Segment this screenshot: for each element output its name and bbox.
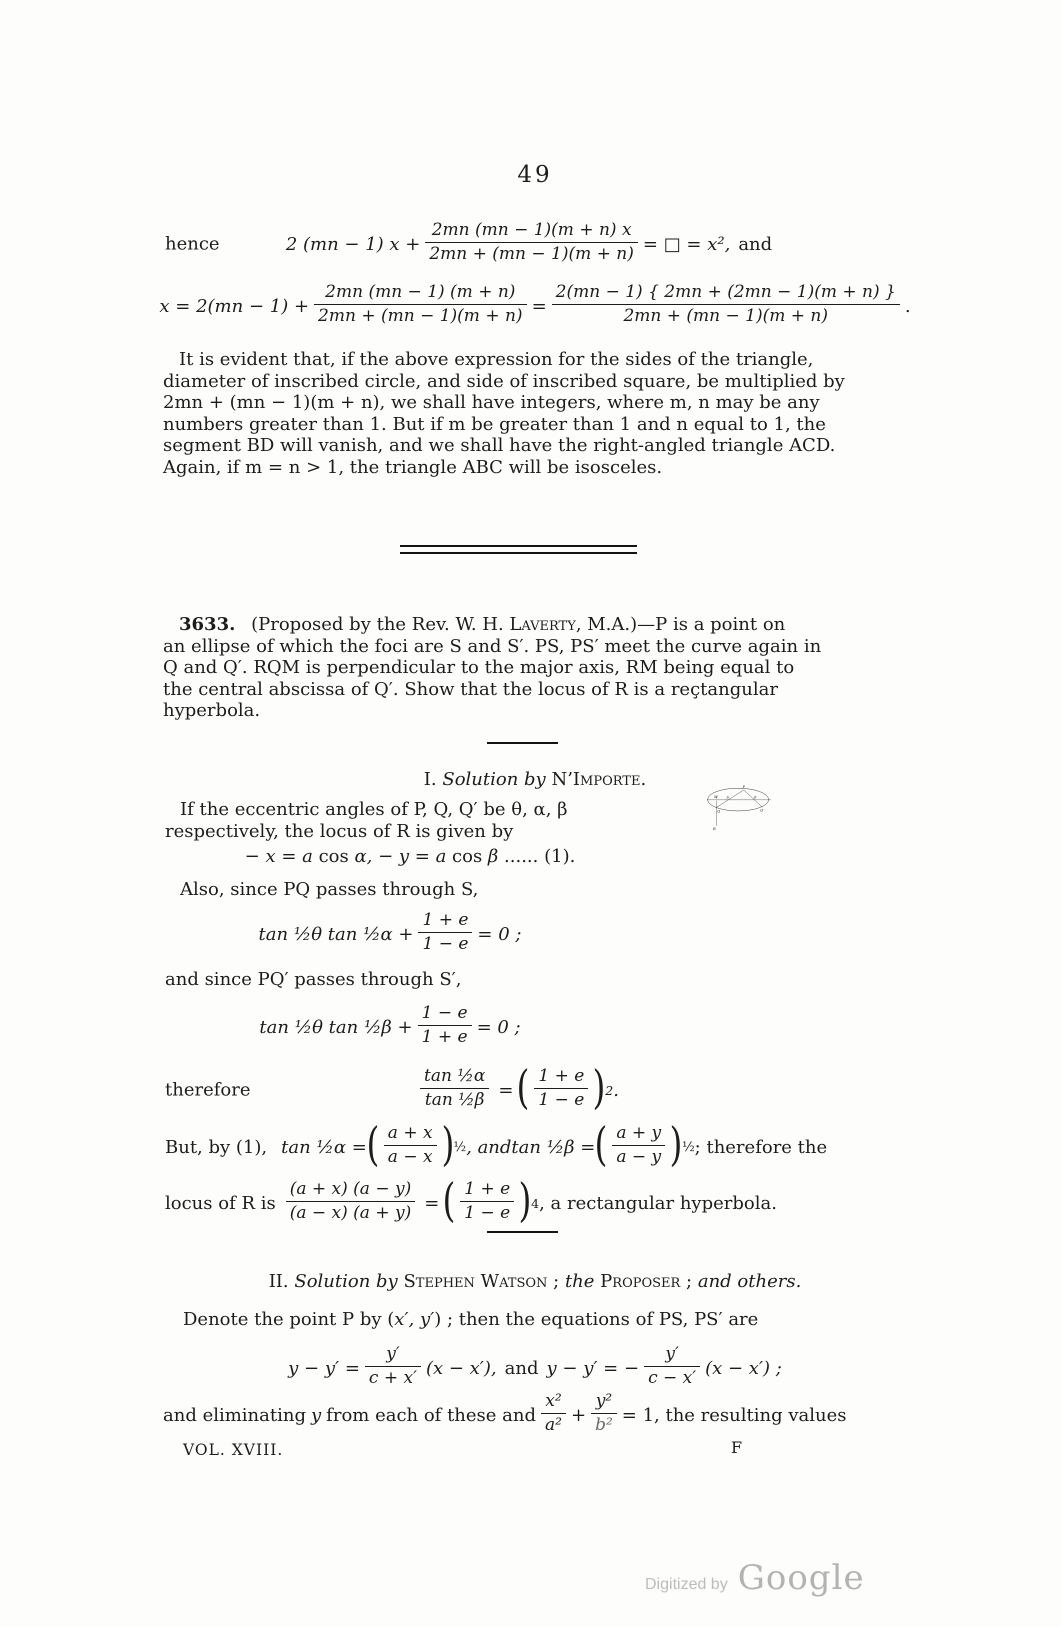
solution-2-the: the [564,1271,595,1292]
problem-proposed-by: (Proposed by the Rev. W. H. [251,614,510,635]
elim-pre1: and eliminating [163,1404,306,1426]
locus-numerator: (a + x) (a − y) [289,1179,412,1200]
e-ratio-fraction [534,1066,588,1109]
elim-fraction-x [541,1391,566,1434]
eqA-post: = 0 ; [477,923,522,945]
ps-f2-denominator: c − x′ [644,1366,700,1388]
but-fraction-2 [612,1123,665,1166]
eqA-denominator: 1 − e [418,932,472,954]
eqx-f2-numerator: 2(mn − 1) { 2mn + (2mn − 1)(m + n) } [555,282,896,303]
but-f2-denominator: a − y [612,1145,665,1167]
divider-rule [487,742,558,744]
eqx-f1-numerator: 2mn (mn − 1) (m + n) [325,282,516,303]
sol1-equation-therefore [140,1058,930,1122]
watermark-prefix: Digitized by [645,1576,728,1593]
denote-a: Denote the point P by ( [183,1309,395,1330]
sol1-line-locus: locus of R is $\frac{(a + x) (a - y)}{(a - x) (a + y)}$ = ( $\frac{1 + e}{1 - e}$ ) 4 , a rectangular hyperbola. [165,1173,777,1227]
sol1-line-but: But, by (1), tan ½α = ( $\frac{a + x}{a - x}$ ) ½ , and tan ½β = ( $\frac{a + y}{a - y}$ ) ½ ; therefore the [165,1117,828,1171]
therefore-math: $\frac{\text{tan ½α}}{\text{tan ½β}}$ = ( $\frac{1 + e}{1 - e}$ ) 2 . [415,1068,619,1111]
figure-label-Q-prime: Q′ [760,808,764,813]
problem-number: 3633. [179,614,236,635]
exponent-4: 4 [531,1195,540,1211]
section-divider-double-rule [400,545,637,554]
sol1-line-if: If the eccentric angles of P, Q, Q′ be θ, α, β [180,799,568,820]
eqA-pre: tan ½θ tan ½α + [258,923,414,945]
elim-y-denominator: b² [591,1413,617,1435]
but-f1-numerator: a + x [387,1123,433,1144]
hence-label: hence [165,233,220,255]
locus-label: locus of R is [165,1192,276,1214]
eqB-post: = 0 ; [476,1016,521,1038]
locus-denominator: (a − x) (a + y) [286,1201,416,1223]
elim-y-numerator: y² [595,1391,613,1412]
denote-b: ) ; then the equations of PS, PS′ are [434,1309,759,1330]
equation-hence [140,214,930,274]
paragraph-line: diameter of inscribed circle, and side of inscribed square, be multiplied by [163,370,845,392]
cos-operator: cos [452,846,483,867]
plus-sign: + [570,1404,587,1426]
figure-label-R: R [713,827,716,832]
solution-2-by: Solution by [294,1271,398,1292]
eqA-fraction [418,910,472,953]
paragraph-line: segment BD will vanish, and we shall have the right-angled triangle ACD. [163,435,836,457]
locus-post: , a rectangular hyperbola. [539,1192,777,1214]
problem-line: Q and Q′. RQM is perpendicular to the major axis, RM being equal to [163,657,795,679]
eqx-f2-denominator: 2mn + (mn − 1)(m + n) [552,304,900,326]
but-tan-alpha: tan ½α = [281,1136,367,1158]
elim-x-numerator: x² [545,1391,562,1412]
ps-fraction-1 [365,1344,421,1387]
eqA-numerator: 1 + e [422,910,469,931]
but-f2-numerator: a + y [616,1123,662,1144]
eq1-ref: ...... (1). [498,846,576,867]
solution-1-author: N’Importe. [551,769,647,790]
solution-2-numeral: II. [268,1271,289,1292]
eqx-fraction-1 [314,282,527,325]
proposer-name: Laverty [509,614,576,635]
paragraph-evident [163,349,911,479]
elim-x-denominator: a² [541,1413,566,1435]
period: . [613,1079,619,1101]
locus-fraction [286,1179,416,1222]
solution-1-numeral: I. [423,769,437,790]
solution-2-heading [140,1271,930,1292]
exponent-half: ½ [453,1139,467,1155]
solution-2-author-1: Stephen Watson ; [403,1271,560,1292]
paragraph-line: It is evident that, if the above expression for the sides of the triangle, [179,349,814,370]
equals-sign: = [498,1079,514,1101]
sol1-equation-tan-beta [140,999,640,1055]
sol1-equation-tan-alpha [140,906,640,962]
ps-eq-post: (x − x′) ; [705,1357,782,1379]
eqx-pre: x = 2(mn − 1) + [159,295,310,317]
denote-xy: x′, y′ [394,1309,435,1330]
hence-fraction-numerator: 2mn (mn − 1)(m + n) x [431,220,632,241]
figure-label-Q: Q [717,809,721,814]
hence-fraction [425,220,638,263]
google-logo: Google [737,1558,865,1598]
sol2-line-eliminating [163,1388,953,1442]
exponent-2: 2 [605,1082,614,1098]
ps-eq-mid1: (x − x′), [425,1357,497,1379]
hence-math [286,222,772,265]
sol1-line-also: Also, since PQ passes through S, [180,879,479,900]
ps-fraction-2 [644,1344,700,1387]
chord-PQprime [744,790,762,807]
sol2-line-denote [183,1309,758,1330]
elim-post: = 1, the resulting values [621,1404,847,1426]
eqB-denominator: 1 + e [418,1025,472,1047]
solution-2-author-2: Proposer ; [600,1271,693,1292]
therefore-label: therefore [165,1079,251,1101]
equation-x [140,276,930,336]
ellipse-figure [580,775,895,1015]
problem-l1-rest: , M.A.)—P is a point on [575,614,786,635]
ps-f1-denominator: c + x′ [365,1366,421,1388]
locus-e-denominator: 1 − e [460,1201,514,1223]
ratio-numerator: tan ½α [424,1066,486,1087]
ps-eq-mid2: y − y′ = − [546,1357,640,1379]
eqx-f1-denominator: 2mn + (mn − 1)(m + n) [314,304,527,326]
paragraph-line: 2mn + (mn − 1)(m + n), we shall have integers, where m, n may be any [163,392,820,414]
sol1-line-and-since: and since PQ′ passes through S′, [165,969,462,990]
eq1-part: − x = a [244,846,319,867]
figure-label-M: M [713,795,718,800]
eqx-period: . [904,295,911,317]
hence-mid: = □ = x², [642,233,731,255]
ps-f2-numerator: y′ [665,1344,679,1365]
elim-fraction-y [591,1391,617,1434]
but-f1-denominator: a − x [384,1145,437,1167]
eqx-equals: = [531,295,547,317]
chord-PQ [717,790,744,807]
footer-volume: VOL. XVIII. [183,1441,284,1459]
figure-label-S: S [726,795,729,800]
elim-pre2: from each of these and [326,1404,537,1426]
sol1-line-respectively: respectively, the locus of R is given by [165,821,514,842]
hence-pre: 2 (mn − 1) x + [285,233,421,255]
paragraph-line: Again, if m = n > 1, the triangle ABC will be isosceles. [163,456,663,478]
eqB-fraction [418,1003,472,1046]
ratio-denominator: tan ½β [420,1088,489,1110]
page-number: 49 [517,162,553,188]
equals-sign: = [424,1192,440,1214]
e-numerator: 1 + e [538,1066,585,1087]
but-and: , and [466,1136,512,1158]
eqB-numerator: 1 − e [421,1003,468,1024]
locus-e-fraction [460,1179,514,1222]
problem-line: an ellipse of which the foci are S and S′. PS, PS′ meet the curve again in [163,635,822,657]
problem-line: the central abscissa of Q′. Show that the locus of R is a reçtangular [163,678,778,700]
hence-post: and [738,233,773,255]
digitization-watermark [645,1558,865,1598]
ellipse [708,788,769,811]
footer-signature-mark: F [731,1438,743,1457]
figure-label-P: P [742,785,745,790]
hence-fraction-denominator: 2mn + (mn − 1)(m + n) [425,242,638,264]
but-post: ; therefore the [694,1136,828,1158]
tan-ratio-fraction [420,1066,489,1109]
but-tan-beta: tan ½β = [511,1136,596,1158]
elim-y: y [311,1404,322,1426]
eq1-part: β [482,846,499,867]
paragraph-line: numbers greater than 1. But if m be greater than 1 and n equal to 1, the [163,413,826,435]
and-word: and [504,1357,539,1379]
ps-f1-numerator: y′ [386,1344,400,1365]
problem-3633 [163,614,911,722]
problem-line: hyperbola. [163,700,261,722]
locus-e-numerator: 1 + e [464,1179,511,1200]
solution-2-others: and others. [697,1271,802,1292]
figure-label-S-prime: S′ [753,795,757,800]
problem-first-line [163,614,911,636]
eqx-fraction-2 [552,282,900,325]
eq1-part: α, − y = a [348,846,453,867]
eqB-pre: tan ½θ tan ½β + [259,1016,413,1038]
but-fraction-1 [384,1123,437,1166]
solution-1-by: Solution by [442,769,546,790]
cos-operator: cos [318,846,349,867]
but-label: But, by (1), [165,1136,268,1158]
ps-eq-pre: y − y′ = [288,1357,360,1379]
e-denominator: 1 − e [534,1088,588,1110]
divider-rule [487,1231,558,1233]
exponent-half: ½ [682,1139,695,1155]
